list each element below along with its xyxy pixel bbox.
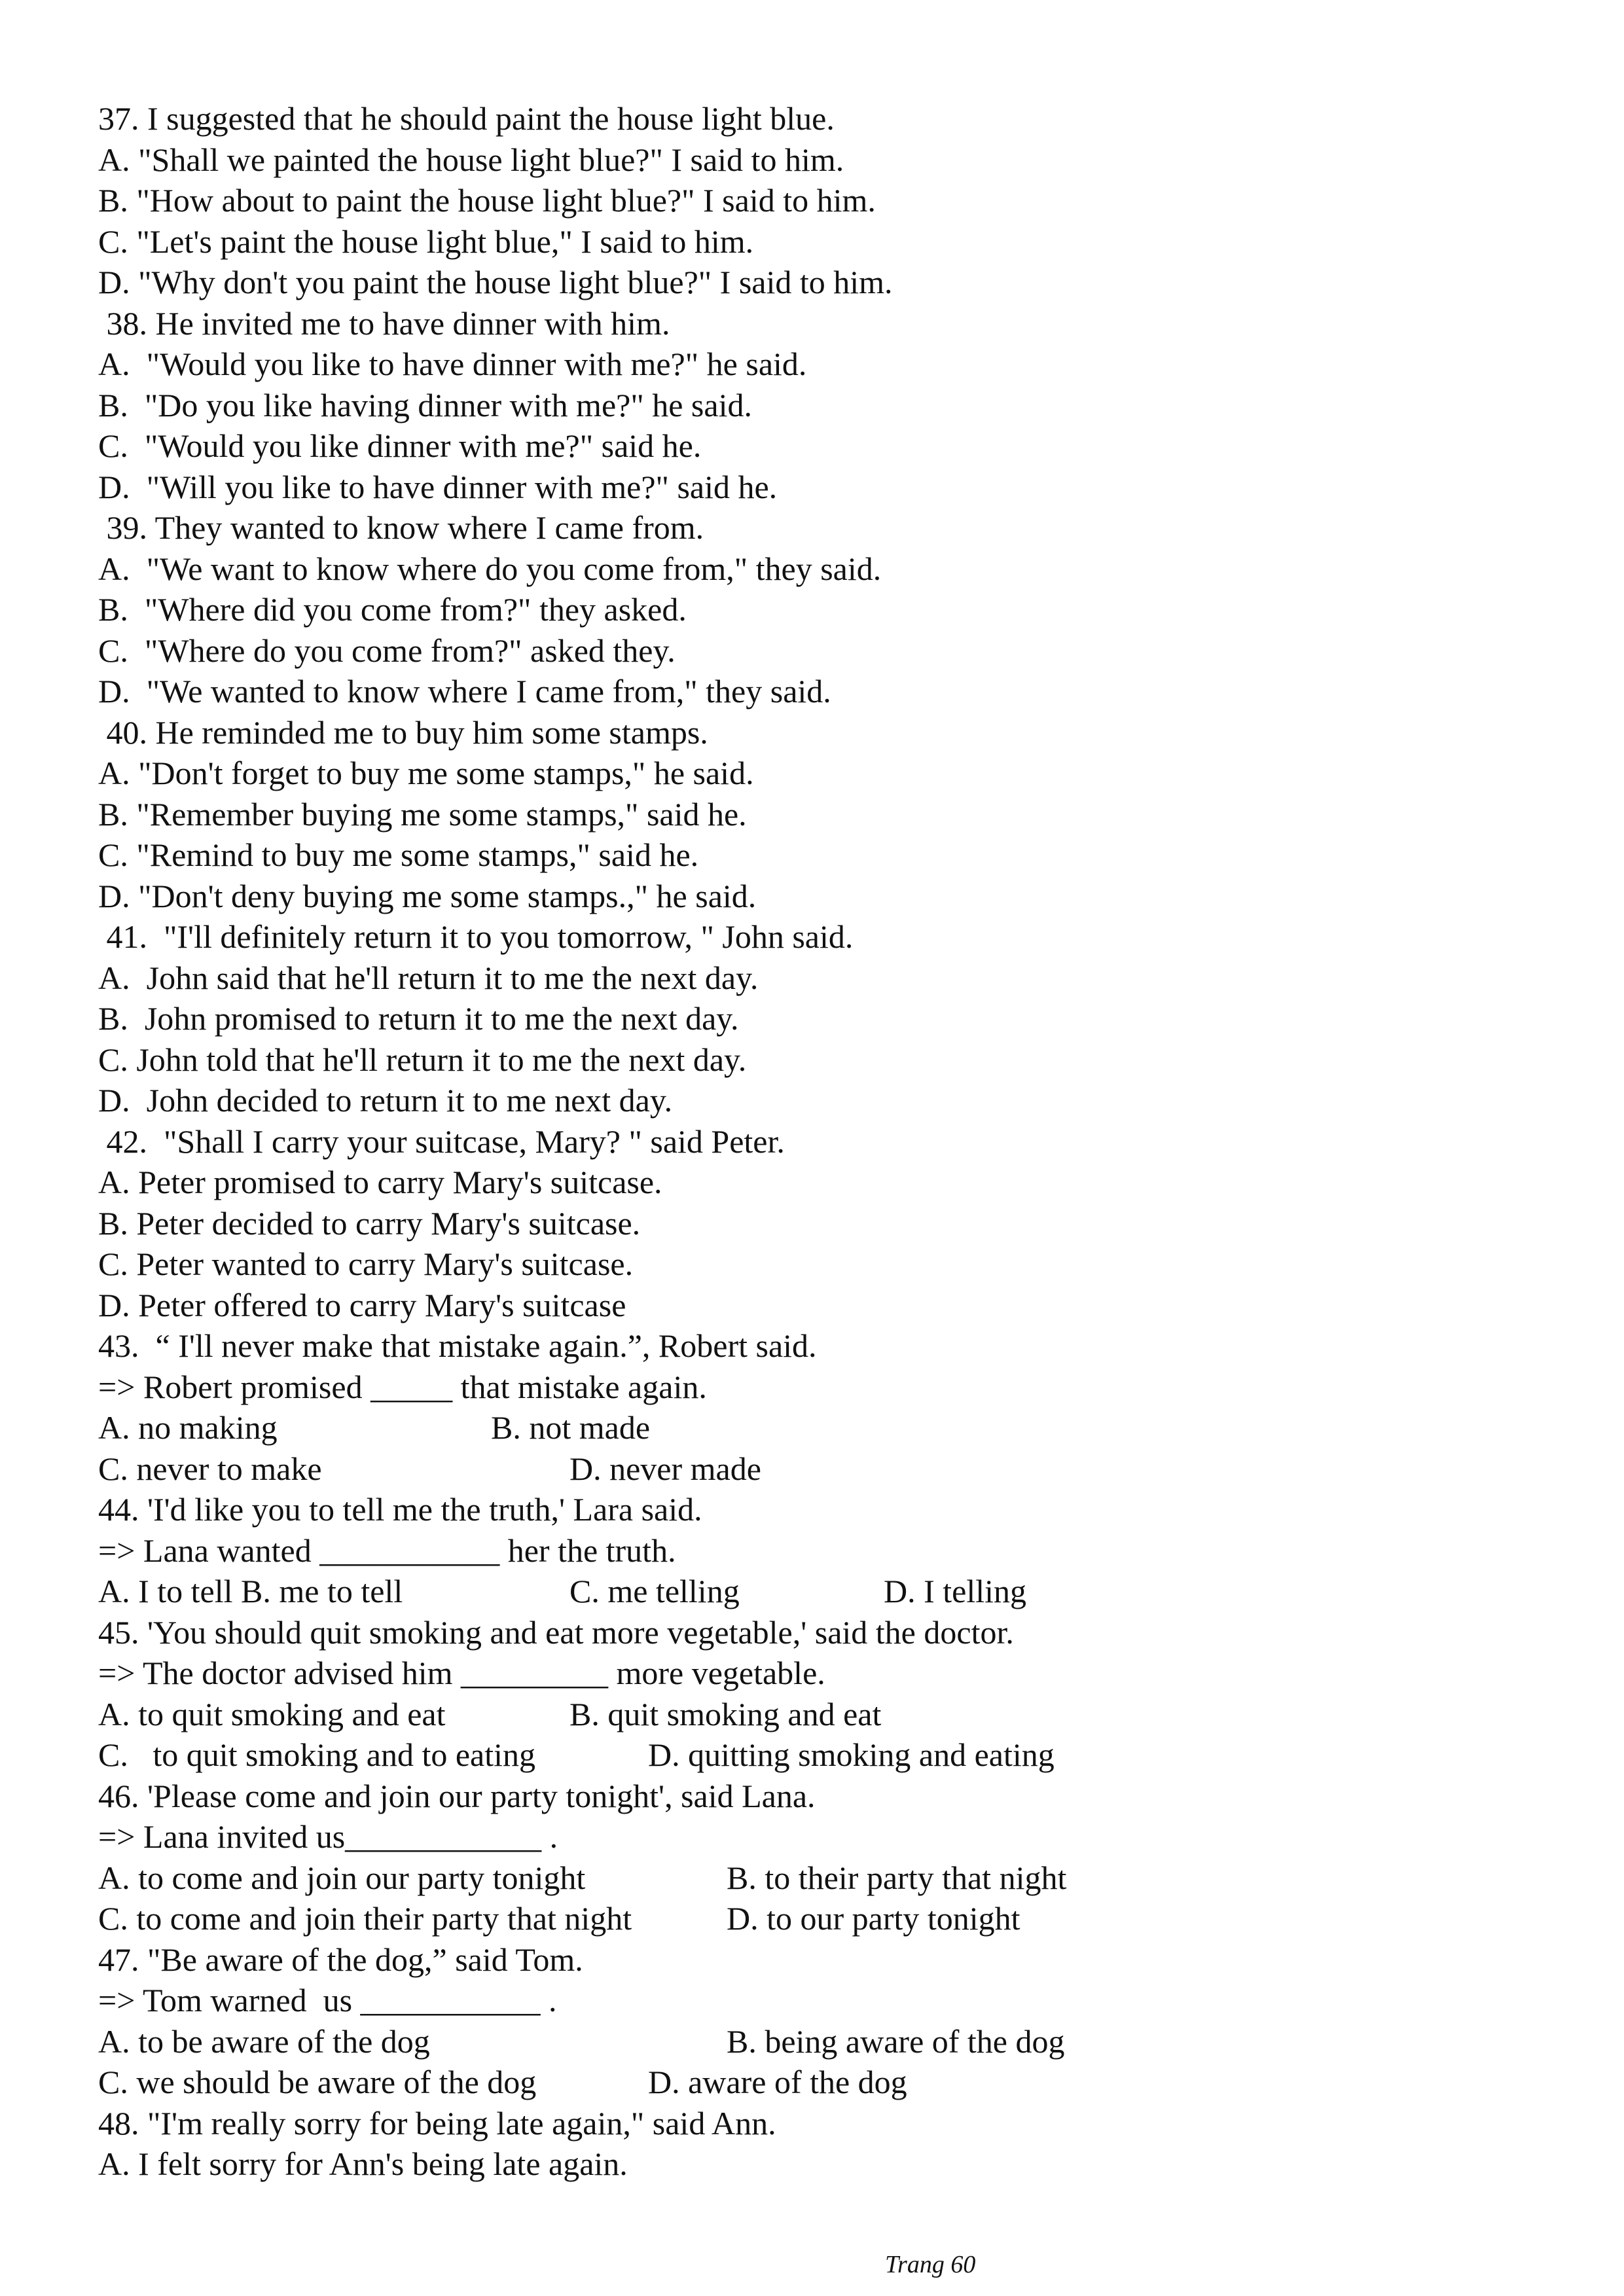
text-line: 38. He invited me to have dinner with him. [98,304,670,342]
text-line: => The doctor advised him _________ more vegetable. [98,1655,825,1691]
text-line: A. "Shall we painted the house light blue?" I said to him. [98,141,844,178]
answer-option: D. aware of the dog [648,2064,907,2100]
answer-option: A. no making [98,1409,278,1446]
answer-option: B. to their party that night [727,1859,1067,1896]
text-line: C. Peter wanted to carry Mary's suitcase. [98,1246,634,1282]
answer-option: A. to quit smoking and eat [98,1695,446,1732]
text-line [98,1734,1538,1776]
text-line: => Robert promised _____ that mistake again. [98,1368,707,1405]
text-line: C. John told that he'll return it to me the next day. [98,1041,747,1078]
answer-option: A. to come and join our party tonight [98,1859,586,1896]
answer-option: C. me telling [569,1573,740,1609]
text-line [98,1694,1538,1735]
text-line [98,1898,1538,1939]
answer-option: C. we should be aware of the dog [98,2064,537,2100]
text-line: B. Peter decided to carry Mary's suitcase. [98,1204,641,1242]
text-line: A. "Don't forget to buy me some stamps," he said. [98,755,754,791]
answer-option: D. to our party tonight [727,1900,1020,1937]
text-line [98,2021,1538,2062]
text-line: 45. 'You should quit smoking and eat more vegetable,' said the doctor. [98,1613,1014,1651]
text-line [98,2062,1538,2103]
answer-option: C. to quit smoking and to eating [98,1736,536,1773]
text-line: 46. 'Please come and join our party tonight', said Lana. [98,1777,816,1814]
answer-option: D. quitting smoking and eating [648,1736,1055,1773]
text-line [98,1448,1538,1490]
answer-option: B. quit smoking and eat [569,1695,882,1732]
page-number: Trang 60 [885,2251,976,2278]
text-line: B. "How about to paint the house light blue?" I said to him. [98,182,876,219]
text-line: A. "We want to know where do you come from," they said. [98,550,882,587]
text-line: => Lana invited us____________ . [98,1818,558,1855]
text-line: D. Peter offered to carry Mary's suitcase [98,1286,626,1323]
text-line: B. "Where did you come from?" they asked. [98,591,687,628]
answer-option: C. never to make [98,1450,322,1487]
text-line: A. "Would you like to have dinner with me?" he said. [98,346,807,382]
answer-option: B. not made [491,1409,651,1446]
text-line: C. "Remind to buy me some stamps," said he. [98,836,699,873]
text-line: 42. "Shall I carry your suitcase, Mary? " said Peter. [98,1122,785,1160]
text-line: B. John promised to return it to me the next day. [98,1000,739,1037]
text-line [98,1857,1538,1899]
text-line: 47. "Be aware of the dog,” said Tom. [98,1941,583,1978]
text-line: 40. He reminded me to buy him some stamps. [98,713,708,751]
answer-option: D. never made [569,1450,761,1487]
text-line: D. "Why don't you paint the house light blue?" I said to him. [98,264,893,300]
text-line: 48. "I'm really sorry for being late again," said Ann. [98,2104,776,2142]
text-line [98,1407,1538,1448]
text-line: D. "Don't deny buying me some stamps.," he said. [98,877,757,914]
text-line: D. "Will you like to have dinner with me?" said he. [98,468,778,505]
text-line: => Lana wanted ___________ her the truth. [98,1532,676,1569]
answer-option: A. I to tell B. me to tell [98,1573,403,1609]
text-line: 41. "I'll definitely return it to you tomorrow, " John said. [98,918,854,955]
text-line: A. Peter promised to carry Mary's suitcase. [98,1164,662,1200]
answer-option: A. to be aware of the dog [98,2022,430,2060]
text-line: A. I felt sorry for Ann's being late again. [98,2145,628,2182]
document-body [98,98,1538,2185]
text-line: B. "Do you like having dinner with me?" he said. [98,386,752,423]
text-line: => Tom warned us ___________ . [98,1982,557,2018]
text-line: D. John decided to return it to me next day. [98,1082,673,1119]
text-line: C. "Where do you come from?" asked they. [98,632,676,669]
text-line: D. "We wanted to know where I came from," they said. [98,673,831,709]
text-line: 37. I suggested that he should paint the house light blue. [98,100,835,137]
text-line: 43. “ I'll never make that mistake again.”, Robert said. [98,1327,817,1364]
text-line: B. "Remember buying me some stamps," said he. [98,795,747,833]
text-line: C. "Let's paint the house light blue," I said to him. [98,223,754,260]
text-line: C. "Would you like dinner with me?" said he. [98,427,702,464]
answer-option: C. to come and join their party that night [98,1900,632,1937]
text-line: 44. 'I'd like you to tell me the truth,' Lara said. [98,1491,702,1528]
text-line: 39. They wanted to know where I came from. [98,509,704,546]
answer-option: B. being aware of the dog [727,2022,1065,2060]
answer-option: D. I telling [884,1573,1027,1609]
text-line [98,1571,1538,1612]
text-line: A. John said that he'll return it to me the next day. [98,959,759,996]
